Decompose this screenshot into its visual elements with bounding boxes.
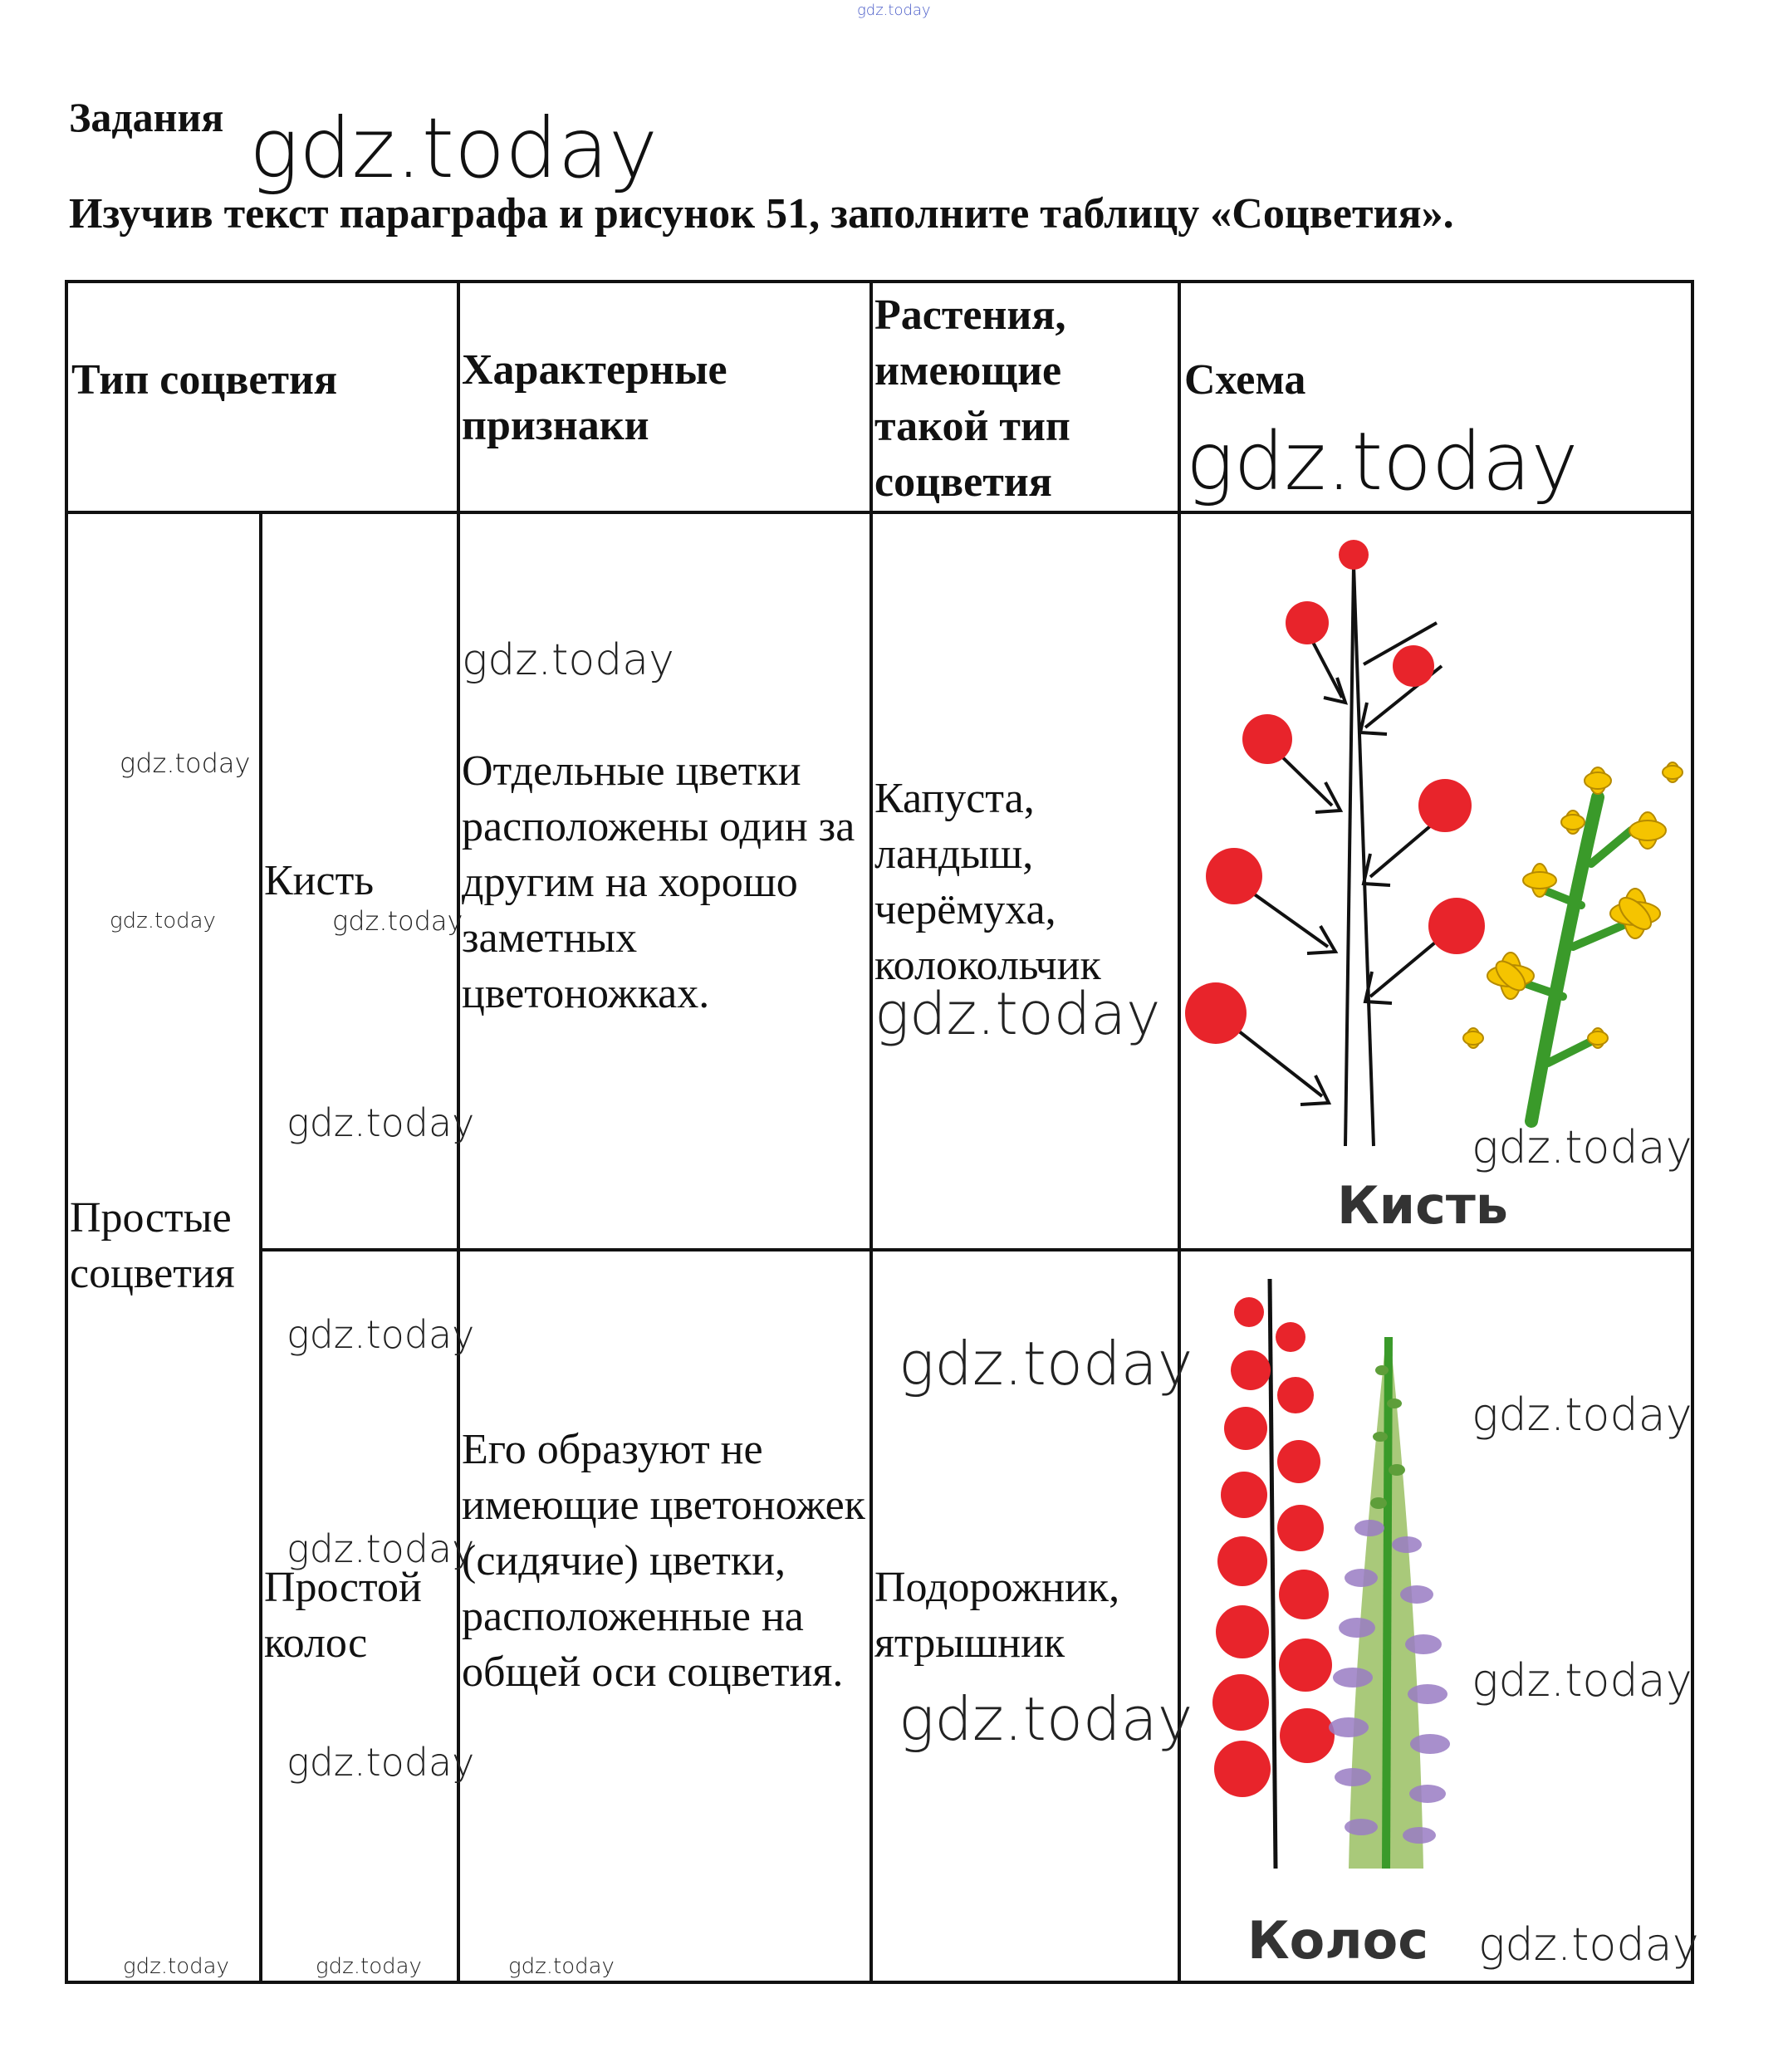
- watermark: gdz.today: [899, 1329, 1193, 1398]
- row2-plants: Подорожник, ятрышник: [874, 1564, 1120, 1667]
- top-watermark: gdz.today: [857, 2, 931, 19]
- row2-type: Простой колос: [264, 1564, 422, 1667]
- watermark: gdz.today: [899, 1684, 1193, 1754]
- watermark: gdz.today: [874, 980, 1161, 1048]
- watermark: gdz.today: [287, 1312, 475, 1357]
- watermark: gdz.today: [332, 905, 463, 937]
- watermark: gdz.today: [123, 1954, 229, 1979]
- watermark: gdz.today: [1478, 1918, 1699, 1971]
- header-watermark: gdz.today: [1186, 415, 1579, 508]
- header-plants: Растения, имеющие такой тип соцветия: [874, 291, 1070, 506]
- watermark: gdz.today: [110, 909, 216, 933]
- header-features: Характерные признаки: [462, 346, 727, 449]
- watermark: gdz.today: [287, 1526, 475, 1571]
- row-divider: [259, 1248, 1694, 1252]
- row1-type: Кисть: [264, 857, 375, 904]
- col-divider-2: [869, 280, 873, 1984]
- title-watermark: gdz.today: [249, 100, 659, 197]
- group-label: Простые соцветия: [70, 1194, 235, 1297]
- watermark: gdz.today: [120, 747, 251, 779]
- watermark: gdz.today: [287, 1100, 475, 1145]
- table-top-border: [65, 280, 1694, 283]
- header-scheme: Схема: [1184, 356, 1306, 404]
- header-type: Тип соцветия: [71, 356, 338, 404]
- row2-scheme-caption: Колос: [1247, 1910, 1429, 1971]
- spike-diagram: [1183, 1254, 1691, 1902]
- row1-plants: Капуста, ландыш, черёмуха, колокольчик: [874, 775, 1101, 989]
- header-bottom-border: [65, 511, 1694, 514]
- watermark: gdz.today: [316, 1954, 422, 1979]
- raceme-diagram: [1183, 531, 1691, 1246]
- table-left-border: [65, 280, 68, 1984]
- watermark: gdz.today: [1472, 1121, 1692, 1173]
- row2-features: Его образуют не имеющие цветоножек (сидячие) цветки, расположенные на общей оси соцветия.: [462, 1426, 865, 1696]
- row1-scheme-caption: Кисть: [1337, 1175, 1509, 1236]
- table-bottom-border: [65, 1981, 1694, 1984]
- watermark: gdz.today: [1472, 1654, 1692, 1707]
- task-text: Изучив текст параграфа и рисунок 51, заполните таблицу «Соцветия».: [69, 190, 1454, 238]
- group-divider: [259, 511, 262, 1984]
- row1-features: Отдельные цветки расположены один за другим на хорошо заметных цветоножках.: [462, 747, 855, 1017]
- watermark: gdz.today: [462, 635, 674, 685]
- watermark: gdz.today: [287, 1740, 475, 1785]
- section-label: Задания: [69, 94, 224, 140]
- watermark: gdz.today: [508, 1954, 615, 1979]
- watermark: gdz.today: [1472, 1389, 1692, 1441]
